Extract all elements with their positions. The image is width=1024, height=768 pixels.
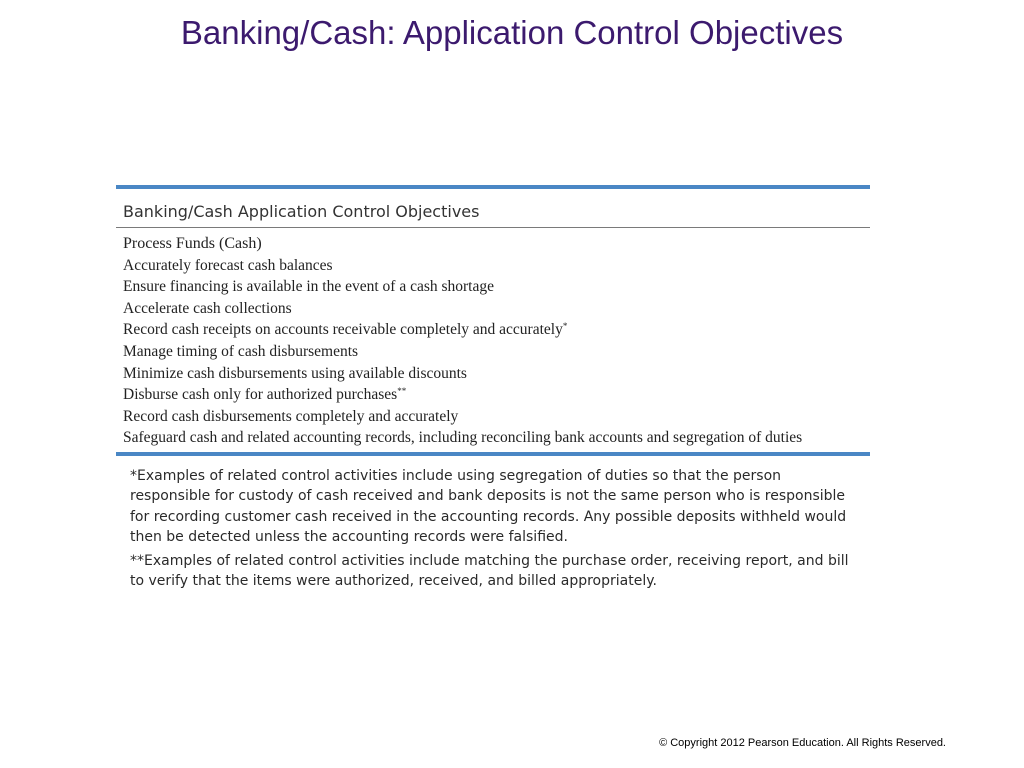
objective-item: Record cash receipts on accounts receivable completely and accurately* <box>123 321 568 339</box>
copyright-notice: © Copyright 2012 Pearson Education. All Rights Reserved. <box>659 737 946 749</box>
objective-item: Disburse cash only for authorized purchases** <box>123 386 407 404</box>
slide-title: Banking/Cash: Application Control Objectives <box>180 14 844 51</box>
objective-item: Safeguard cash and related accounting records, including reconciling bank accounts and segregation of duties <box>123 429 803 447</box>
objective-list <box>116 228 870 452</box>
objective-item: Minimize cash disbursements using available discounts <box>123 364 467 382</box>
objective-item: Manage timing of cash disbursements <box>123 342 359 360</box>
footnote-mark: * <box>562 321 568 332</box>
footnote-double-asterisk: **Examples of related control activities include matching the purchase order, receiving report, and bill to verify that the items were authorized, received, and billed appropriately. <box>130 552 849 590</box>
objective-item: Ensure financing is available in the event of a cash shortage <box>123 278 495 296</box>
footnote-mark: ** <box>397 386 407 397</box>
table-heading: Banking/Cash Application Control Objectives <box>123 202 480 221</box>
objective-item: Accelerate cash collections <box>123 299 292 317</box>
footnotes <box>116 456 870 592</box>
objective-item: Record cash disbursements completely and accurately <box>123 407 459 425</box>
footnote-single-asterisk: *Examples of related control activities include using segregation of duties so that the person responsible for custody of cash received and bank deposits is not the same person who is responsible for recording customer cash received in the accounting records. Any possible deposits withheld would then be detected unless the accounting records were falsified. <box>130 467 847 546</box>
control-objectives-table <box>116 185 870 595</box>
objective-group-heading: Process Funds (Cash) <box>123 235 262 252</box>
objective-item: Accurately forecast cash balances <box>123 256 333 274</box>
